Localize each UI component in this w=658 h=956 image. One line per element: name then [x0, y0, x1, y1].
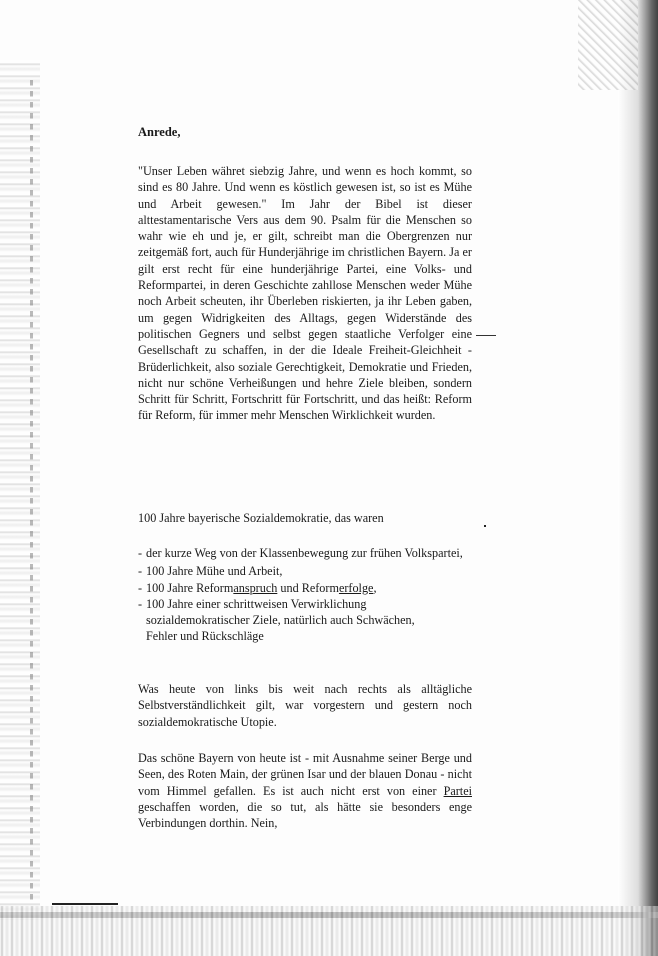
paragraph-psalm: "Unser Leben währet siebzig Jahre, und wenn es hoch kommt, so sind es 80 Jahre. Und wenn es köstlich gewesen ist, so ist es Mühe und Arbeit gewesen." Im Jahr der Bibel ist dieser alttestamentarische Vers aus dem 90. Psalm für die Menschen so wahr wie eh und je, er gilt, schreibt man die Obergrenzen nur zeitgemäß fort, auch für Hunderjährige im christlichen Bayern. Ja er gilt erst recht für eine hunderjährige Partei, eine Volks- und Reformpartei, in deren Geschichte zahllose Menschen weder Mühe noch Arbeit scheuten, ihr Überleben riskierten, ja ihr Leben gaben, um gegen Widrigkeiten des Alltags, gegen Widerstände des politischen Gegners und selbst gegen staatliche Verfolger eine Gesellschaft zu schaffen, in der die Ideale Freiheit-Gleichheit - Brüderlichkeit, also soziale Gerechtigkeit, Demokratie und Frieden, nicht nur schöne Verheißungen und hehre Ziele bleiben, sondern Schritt für Schritt, Fortschritt für Fortschritt, und das heißt: Reform für Reform, für immer mehr Menschen Wirklichkeit wurden. [138, 164, 472, 423]
list-item [138, 545, 478, 561]
list-item [138, 580, 478, 596]
list-item-line: Fehler und Rückschläge [146, 629, 264, 644]
list-dash: - [138, 580, 143, 595]
paragraph-bavaria-text-a: Das schöne Bayern von heute ist - mit Ausnahme seiner Berge und Seen, des Roten Main, der grünen Isar und der blauen Donau - nicht vom Himmel gefallen. Es ist auch nicht erst von einer [138, 751, 472, 798]
achievement-list [138, 545, 478, 645]
margin-dot-mark [484, 525, 486, 533]
list-intro: 100 Jahre bayerische Sozialdemokratie, das waren [138, 511, 384, 525]
paragraph-bavaria [138, 750, 472, 831]
list-item [138, 596, 478, 645]
salutation: Anrede, [138, 125, 181, 139]
pen-underline-mark [52, 903, 118, 905]
scan-edge-bottom [0, 906, 658, 956]
list-item-text: der kurze Weg von der Klassenbewegung zur frühen Volkspartei, [146, 546, 463, 560]
scan-edge-left-line [30, 80, 33, 900]
margin-dash-mark [476, 335, 496, 336]
list-item [138, 563, 478, 579]
list-dash: - [138, 564, 143, 579]
paragraph-bavaria-underlined: Partei [443, 783, 472, 798]
scan-edge-left [0, 60, 40, 920]
list-item-text: 100 Jahre Mühe und Arbeit, [146, 564, 283, 579]
list-item-line: sozialdemokratischer Ziele, natürlich auch Schwächen, [146, 613, 415, 628]
list-item-text-a: 100 Jahre Reform [146, 580, 234, 595]
list-dash: - [138, 546, 143, 560]
scan-edge-right [618, 0, 658, 956]
list-dash: - [138, 596, 143, 611]
scan-edge-right-top [578, 0, 638, 90]
list-item-text-underlined: erfolge [338, 580, 374, 595]
paragraph-bavaria-text-c: geschaffen worden, die so tut, als hätte sie besonders enge Verbindungen dorthin. Nein, [138, 799, 472, 831]
paragraph-utopia: Was heute von links bis weit nach rechts als alltägliche Selbstverständlichkeit gilt, war vorgestern und gestern noch sozialdemokratische Utopie. [138, 682, 472, 729]
list-item-text-c: und Reform [277, 580, 339, 595]
list-item-text-underlined: anspruch [233, 580, 278, 595]
list-item-text-e: , [373, 580, 377, 595]
list-item-line: 100 Jahre einer schrittweisen Verwirklichung [146, 596, 367, 611]
